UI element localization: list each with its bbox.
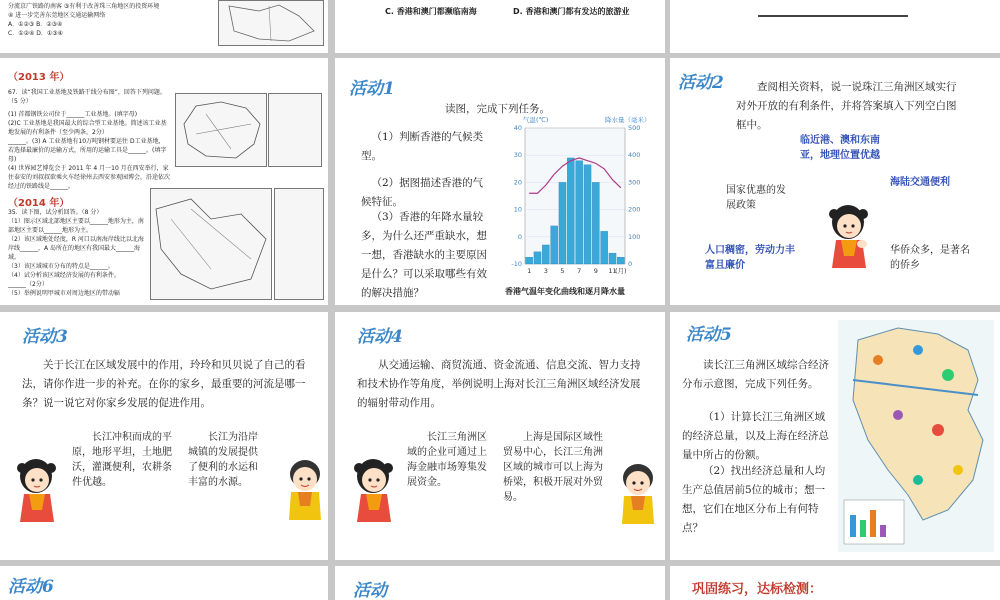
temp-tick-label: 30 bbox=[513, 151, 522, 160]
slide-thumb-4[interactable] bbox=[0, 58, 328, 305]
bubble-plain: 长江冲积而成的平原，地形平坦，土地肥沃，灌溉便利，农耕条件优越。 bbox=[72, 432, 172, 488]
divider-line bbox=[758, 15, 908, 17]
bubble-waterway: 长江为沿岸城镇的发展提供了便利的水运和丰富的水源。 bbox=[188, 432, 258, 488]
month-tick-label: 5 bbox=[560, 267, 565, 275]
year-2013: （2013 年） bbox=[8, 72, 70, 83]
intro-text: 查阅相关资料，说一说珠江三角洲区域实行对外开放的有利条件，并将答案填入下列空白图框中。 bbox=[736, 81, 957, 131]
q35-line: （4）试分析该区域经济发展的有利条件。 bbox=[8, 272, 120, 279]
climate-chart bbox=[503, 114, 653, 294]
slide-title: 活动2 bbox=[678, 73, 724, 93]
precip-bar bbox=[542, 245, 549, 264]
temp-axis-label: 气温(℃) bbox=[523, 116, 549, 124]
small-map bbox=[268, 93, 322, 167]
bubble-labor: 人口稠密，劳动力丰富且廉价 bbox=[705, 245, 795, 271]
slide-title: 巩固练习，达标检测： bbox=[692, 582, 823, 597]
q67-line: (1) 首都钢铁公司位于______工业基地。(填字母) bbox=[8, 111, 138, 118]
girl-cartoon-icon bbox=[826, 200, 872, 270]
month-tick-label: 1 bbox=[527, 267, 532, 275]
question-1: （1）计算长江三角洲区域的经济总量，以及上海在经济总量中所占的份额。 bbox=[682, 411, 829, 461]
china-industry-map bbox=[175, 93, 267, 167]
option-c: C. 香港和澳门都濒临南海 bbox=[385, 7, 477, 16]
slide-title: 活动1 bbox=[349, 79, 395, 99]
slide-title: 活动6 bbox=[8, 577, 54, 597]
plot-area bbox=[525, 128, 625, 264]
question-2: （2）据图描述香港的气候特征。 bbox=[361, 177, 484, 208]
slide-title: 活动3 bbox=[22, 327, 68, 347]
precip-tick-label: 100 bbox=[628, 232, 641, 241]
regional-map bbox=[150, 188, 272, 300]
x-axis-unit: (月) bbox=[615, 267, 627, 275]
bubble-transport: 海陆交通便利 bbox=[890, 177, 950, 188]
month-tick-label: 7 bbox=[577, 267, 582, 275]
precip-tick-label: 500 bbox=[628, 124, 641, 132]
temp-tick-label: 40 bbox=[513, 124, 522, 132]
precip-tick-label: 0 bbox=[628, 260, 633, 268]
precip-bar bbox=[617, 257, 624, 264]
china-map-sketch bbox=[176, 94, 266, 166]
slide-thumb-8[interactable] bbox=[335, 312, 665, 560]
slide-thumb-11[interactable] bbox=[335, 566, 665, 600]
slide-thumb-7[interactable] bbox=[0, 312, 328, 560]
month-tick-label: 11 bbox=[608, 267, 617, 275]
option-d: D. 香港和澳门都有发达的旅游业 bbox=[513, 7, 630, 16]
precip-bar bbox=[592, 182, 599, 264]
boy-cartoon-icon bbox=[282, 454, 328, 524]
bubble-finance: 长江三角洲区域的企业可通过上海金融市场筹集发展资金。 bbox=[407, 432, 487, 488]
q35-line: （5）举例说明甲城市对周边地区的带动辐 bbox=[8, 290, 120, 297]
slide-thumb-10[interactable] bbox=[0, 566, 328, 600]
month-tick-label: 9 bbox=[593, 267, 598, 275]
s1-line: 分流京广铁路的南客 ③有利于改善珠三角地区的投资环境 bbox=[8, 3, 160, 10]
slide-thumb-9[interactable] bbox=[670, 312, 1000, 560]
map-sketch bbox=[219, 1, 323, 45]
precip-bar bbox=[609, 253, 616, 264]
bubble-overseas: 华侨众多，是著名的侨乡 bbox=[890, 245, 970, 271]
slide-title: 活动4 bbox=[357, 327, 403, 347]
precip-bar bbox=[526, 257, 533, 264]
yangtze-delta-map bbox=[838, 320, 994, 552]
precip-bar bbox=[576, 161, 583, 264]
slide-thumb-5[interactable] bbox=[335, 58, 665, 305]
s1-line: A．①②③ B．②③④ bbox=[8, 21, 63, 28]
chart-caption: 香港气温年变化曲线和逐月降水量 bbox=[505, 287, 625, 296]
precip-bar bbox=[559, 182, 566, 264]
precip-tick-label: 200 bbox=[628, 205, 641, 214]
precip-axis-label: 降水量（毫米） bbox=[605, 116, 651, 124]
q35-line: （3）该区域城市分布的特点是______。 bbox=[8, 263, 114, 270]
temp-tick-label: 0 bbox=[517, 232, 522, 241]
slide-thumb-1[interactable] bbox=[0, 0, 328, 53]
bubble-policy: 国家优惠的发展政策 bbox=[726, 185, 786, 211]
yangtze-delta-map-sketch bbox=[838, 320, 994, 552]
precip-tick-label: 300 bbox=[628, 178, 641, 187]
map-legend bbox=[274, 188, 324, 300]
q35-line: ______（2分） bbox=[8, 281, 48, 288]
q35-line: （1）图示区域北部地区主要以______地形为主，南部地区主要以______地形为主。 bbox=[8, 218, 144, 234]
question-1: （1）判断香港的气候类型。 bbox=[361, 131, 484, 162]
intro-text: 读长江三角洲区域综合经济分布示意图，完成下列任务。 bbox=[682, 359, 829, 390]
precip-bar bbox=[534, 252, 541, 264]
q67-line: (2)C 工业基地是我国最大的综合型工业基地。简述该工业基地发展的有利条件（至少两条，2分） bbox=[8, 120, 167, 136]
precip-bar bbox=[601, 231, 608, 264]
intro-text: 关于长江在区域发展中的作用，玲玲和贝贝说了自己的看法，请你作进一步的补充。在你的家乡，最重要的河流是哪一条？说一说它对你家乡发展的促进作用。 bbox=[22, 359, 306, 409]
bubble-location: 临近港、澳和东南亚，地理位置优越 bbox=[800, 135, 880, 161]
temp-tick-label: 20 bbox=[513, 178, 522, 187]
slide-thumb-3[interactable] bbox=[670, 0, 1000, 53]
slide-title: 活动5 bbox=[686, 325, 732, 345]
precip-bar bbox=[567, 158, 574, 264]
slide-thumb-2[interactable] bbox=[335, 0, 665, 53]
temp-tick-label: -10 bbox=[511, 260, 522, 268]
precip-bar bbox=[584, 165, 591, 264]
slide-thumb-6[interactable] bbox=[670, 58, 1000, 305]
temp-tick-label: 10 bbox=[513, 205, 522, 214]
intro-text: 从交通运输、商贸流通、资金流通、信息交流、智力支持和技术协作等角度，举例说明上海对长江三角洲区域经济发展的辐射带动作用。 bbox=[357, 359, 641, 409]
boy-cartoon-icon bbox=[615, 458, 661, 528]
slide-title: 活动 bbox=[353, 581, 387, 600]
year-2014: （2014 年） bbox=[8, 198, 70, 209]
s1-line: C．①②④ D．①③④ bbox=[8, 30, 63, 37]
regional-map-sketch bbox=[151, 189, 271, 299]
map-image bbox=[218, 0, 324, 46]
q67-text: 67．读“我国工业基地及铁路干线分布图”，回答下列问题。（5 分） bbox=[8, 89, 166, 105]
question-3: （3）香港的年降水量较多，为什么还严重缺水，想一想，香港缺水的主要原因是什么？可以采取哪些有效的解决措施？ bbox=[361, 211, 487, 299]
q35-line: （2）该区域地处经度，R 河口以南海岸线比以北海岸线______，A 岛所在的地区有我国最大______海域。 bbox=[8, 236, 144, 261]
girl-cartoon-icon bbox=[14, 454, 60, 524]
q67-line: (4) 世界园艺博览会于 2011 年 4 月一10 月在西安举行，家住泰安的刘叔叔欲乘火车经徐州去西安参观园博会，沿途依次经过的铁路线是______。 bbox=[8, 165, 171, 190]
q35-text: 35．读下图，试分析回答。（8 分） bbox=[8, 209, 103, 216]
girl-cartoon-icon bbox=[351, 454, 397, 524]
intro-text: 读图，完成下列任务。 bbox=[445, 103, 550, 115]
s1-line: ④ 进一步完善东莞地区交通运输网络 bbox=[8, 12, 106, 19]
slide-thumb-12[interactable] bbox=[670, 566, 1000, 600]
month-tick-label: 3 bbox=[543, 267, 548, 275]
precip-bar bbox=[551, 226, 558, 264]
q67-line: ______。(3) A 工业基地有10万吨钢材要运往 D工业基地，若选择最廉价的运输方式，所用的运输工具是______。(填字母) bbox=[8, 138, 167, 163]
bubble-trade: 上海是国际区域性贸易中心，长江三角洲区域的城市可以上海为桥梁，积极开展对外贸易。 bbox=[503, 432, 603, 503]
precip-tick-label: 400 bbox=[628, 151, 641, 160]
question-2: （2）找出经济总量和人均生产总值居前5位的城市；想一想，它们在地区分布上有何特点？ bbox=[682, 465, 826, 534]
